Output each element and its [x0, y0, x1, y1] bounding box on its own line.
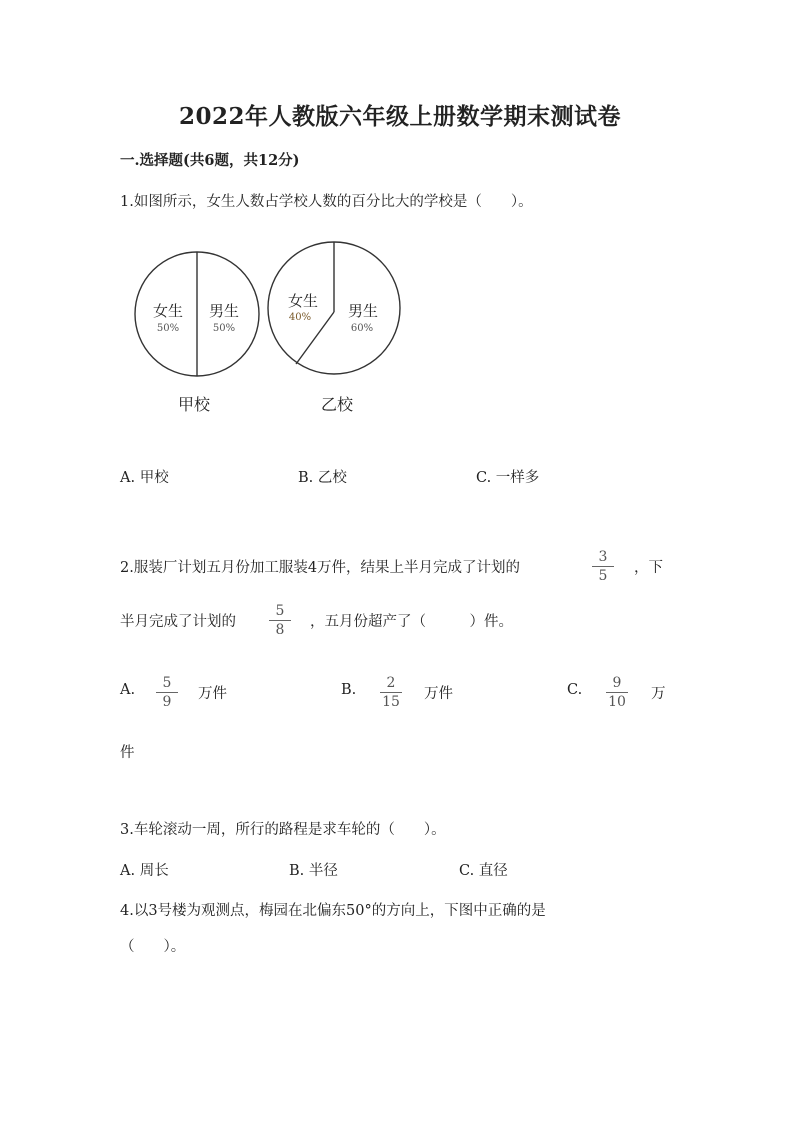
pie-school-b — [268, 242, 400, 414]
q3-option-b: B. 半径 — [289, 863, 338, 879]
q2-option-c-letter: C. — [567, 682, 583, 698]
q2-option-b-unit: 万件 — [424, 686, 453, 702]
fraction-denominator: 8 — [275, 622, 285, 638]
q2-option-b-letter: B. — [341, 682, 357, 698]
pie-a-girl-pct: 50% — [156, 323, 180, 334]
pie-charts-figure — [120, 240, 420, 425]
q2-option-c-unit: 万 — [651, 686, 666, 702]
pie-b-boy-pct: 60% — [350, 323, 374, 334]
page-title: 2022年人教版六年级上册数学期末测试卷 — [178, 103, 621, 130]
fraction-numerator: 5 — [162, 675, 172, 691]
q2-option-b-fraction — [376, 675, 406, 710]
fraction-denominator: 15 — [382, 694, 400, 710]
pie-a-boy-pct: 50% — [212, 323, 236, 334]
q2-option-c-unit-wrap: 件 — [120, 745, 135, 761]
question-3-text: 3.车轮滚动一周，所行的路程是求车轮的（ ）。 — [120, 822, 446, 838]
question-2-line2-start: 半月完成了计划的 — [120, 614, 236, 630]
pie-b-girl-label: 女生 — [287, 292, 319, 310]
q1-option-b: B. 乙校 — [298, 470, 347, 486]
fraction-denominator: 5 — [598, 568, 608, 584]
pie-a-boy-label: 男生 — [208, 302, 240, 320]
q1-option-a: A. 甲校 — [120, 470, 169, 486]
q2-option-c-fraction — [602, 675, 632, 710]
q2-option-a-fraction — [152, 675, 182, 710]
pie-b-girl-pct: 40% — [288, 312, 312, 323]
q3-option-a: A. 周长 — [120, 863, 169, 879]
question-4-line1: 4.以3号楼为观测点，梅园在北偏东50°的方向上，下图中正确的是 — [120, 903, 546, 919]
pie-school-a — [135, 252, 259, 414]
q2-fraction-5-8 — [265, 603, 295, 638]
q2-option-a-letter: A. — [120, 682, 136, 698]
q2-fraction-3-5 — [588, 549, 618, 584]
pie-b-school-name: 乙校 — [320, 395, 354, 414]
pie-a-school-name: 甲校 — [177, 395, 211, 414]
section-heading: 一.选择题(共6题，共12分) — [120, 152, 300, 169]
q2-option-a-unit: 万件 — [198, 686, 227, 702]
pie-a-girl-label: 女生 — [152, 302, 184, 320]
question-4-line2: （ ）。 — [120, 939, 186, 955]
q1-option-c: C. 一样多 — [476, 470, 540, 486]
question-2-line1: 2.服装厂计划五月份加工服装4万件，结果上半月完成了计划的 — [120, 560, 521, 576]
question-2-line2-end: ，五月份超产了（ ）件。 — [310, 614, 513, 630]
fraction-numerator: 9 — [612, 675, 622, 691]
pie-b-boy-label: 男生 — [347, 302, 379, 320]
fraction-numerator: 5 — [275, 603, 285, 619]
question-1-text: 1.如图所示，女生人数占学校人数的百分比大的学校是（ ）。 — [120, 194, 533, 210]
fraction-denominator: 9 — [162, 694, 172, 710]
question-2-line1-end: ，下 — [634, 560, 663, 576]
q3-option-c: C. 直径 — [459, 863, 508, 879]
fraction-numerator: 2 — [386, 675, 396, 691]
fraction-denominator: 10 — [608, 694, 626, 710]
fraction-numerator: 3 — [598, 549, 608, 565]
